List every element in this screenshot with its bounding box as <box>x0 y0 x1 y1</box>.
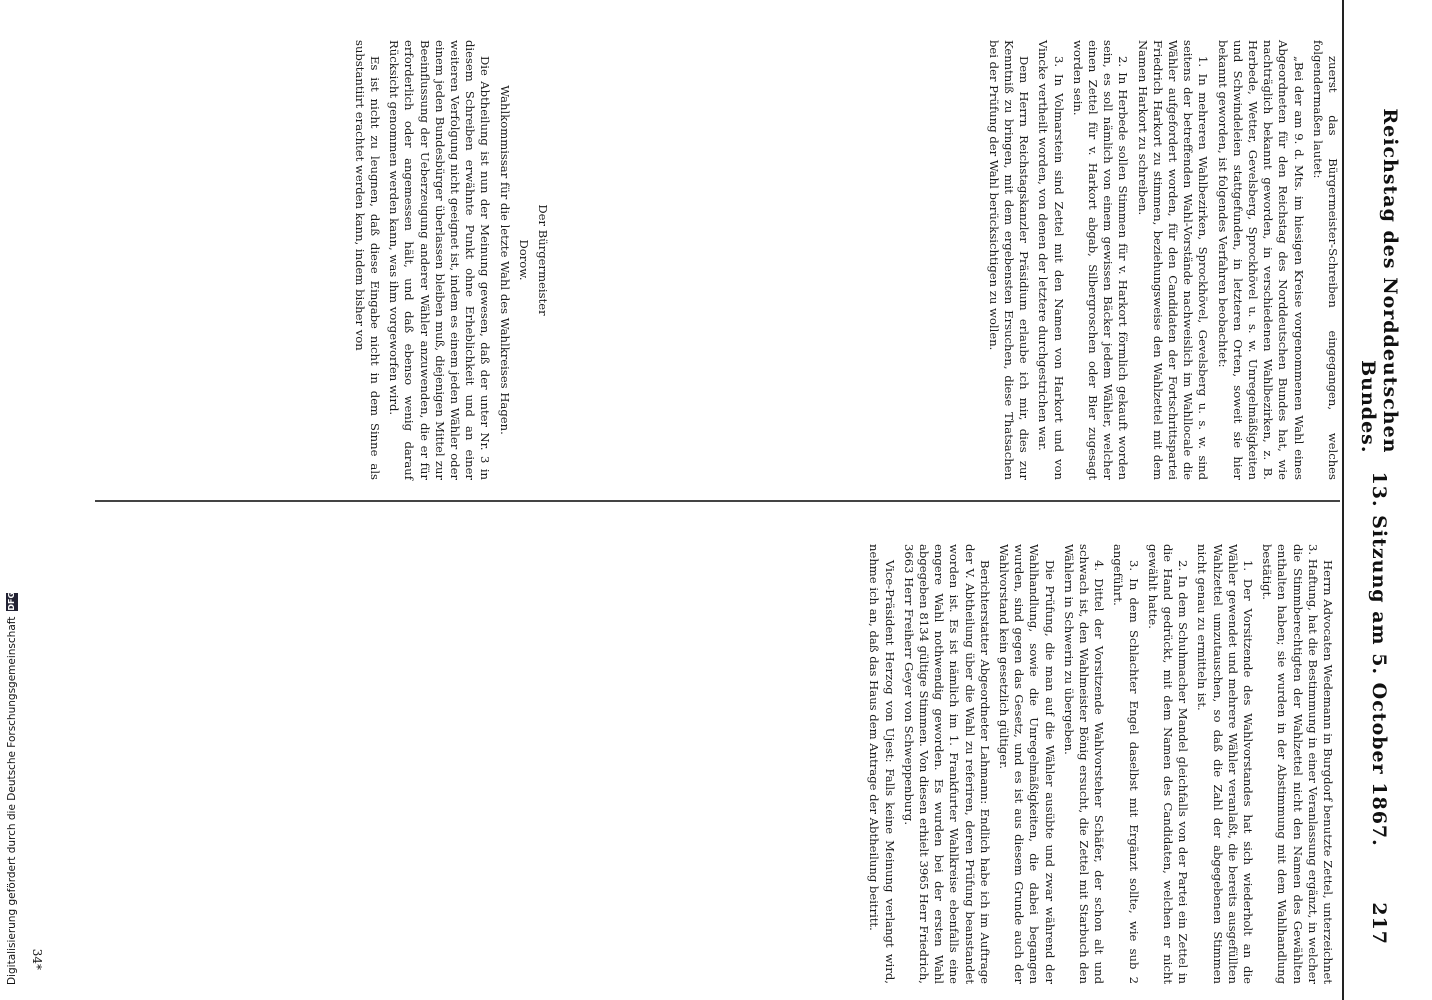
page-header <box>1357 40 1401 945</box>
paragraph: Herrn Advocaten Wedemann in Burgdorf benutzte Zettel, unterzeichnet 3. Haftung, hat die Bestimmung in einer Veranlassung ergänzt, in welcher die Stimmberechtigten der Wahlzettel nicht den Namen des Gewählten enthalten haben; sie wurden in der Abstimmung mit dem Wahlhandlung bestätigt. <box>1260 544 1335 984</box>
footer-credit <box>0 0 24 985</box>
credit-text: Digitalisierung gefördert durch die Deutsche Forschungsgemeinschaft <box>6 616 18 985</box>
signature-title: Der Bürgermeister <box>536 204 550 316</box>
signature-name: Dorow. <box>516 239 531 281</box>
paragraph: Die Prüfung, die man auf die Wähler ausübte und zwar während der Wahlhandlung, sowie die Unregelmäßigkeiten, die dabei begangen wurden, sind gegen das Gesetz, und es ist aus diesem Grunde auch der Wahlvorstand kein gesetzlich gültiger. <box>996 544 1057 984</box>
running-title-left: Reichstag des Norddeutschen Bundes. <box>1357 108 1401 454</box>
paragraph: 2. In Herbede sollen Stimmen für v. Harkort förmlich gekauft worden sein, es soll nämlich von einem gewissen Bäcker jedem Wähler, welcher einen Zettel für v. Harkort abgab, Silbergroschen oder Bier zugesagt worden sein. <box>1070 40 1131 480</box>
column-divider <box>95 500 1340 502</box>
paragraph: Dem Herrn Reichstagskanzler Präsidium erlaube ich mir, dies zur Kenntniß zu bringen, mit dem ergebensten Ersuchen, diese Thatsachen bei der Prüfung der Wahl berücksichtigen zu wollen. <box>986 40 1032 480</box>
paragraph: 3. In dem Schlachter Engel daselbst mit Ergänzt sollte, wie sub 2 angeführt. <box>1111 544 1141 984</box>
header-rule <box>1342 0 1344 1000</box>
paragraph: Vice-Präsident Herzog von Ujest: Falls keine Meinung verlangt wird, nehme ich an, daß das Haus dem Antrage der Abtheilung beitritt. <box>867 544 897 984</box>
running-title-right: 13. Sitzung am 5. October 1867. <box>1368 471 1390 847</box>
right-column-top <box>560 40 1340 480</box>
dfg-logo-icon: DFG <box>7 591 16 611</box>
paragraph: Berichterstatter Abgeordneter Lahmann: Endlich habe ich im Auftrage der V. Abtheilung über die Wahl zu referiren, deren Prüfung beanstandet worden ist. Es ist nämlich im 1. Frankfurter Wahlkreise ebenfalls eine engere Wahl nothwendig geworden. Es wurden bei der ersten Wahl abgegeben 8134 gültige Stimmen. Von diesen erhielt 3965 Herr Friedrich, 3663 Herr Freiherr Geyer von Schweppenburg. <box>901 544 992 984</box>
paragraph: 1. Der Vorsitzende des Wahlvorstandes hat sich wiederholt an die Wähler gewendet und mehrere Wähler veranlaßt, die bereits ausgefüllten Wahlzettel umzutauschen, so daß die Zahl der abgegebenen Stimmen nicht genau zu ermitteln ist. <box>1195 544 1255 984</box>
right-column-bottom <box>80 40 550 480</box>
paragraph: „Bei der am 9. d. Mts. im hiesigen Kreise vorgenommenen Wahl eines Abgeordneten für den Reichstag des Norddeutschen Bundes hat, wie nachträglich bekannt geworden, in verschiedenen Wahlbezirken, z. B. Herbede, Wetter, Gevelsberg, Sprockhövel u. s. w. Unregelmäßigkeiten und Schwindeleien stattgefunden, in letzteren Orten, soweit sie hier bekannt geworden, ist folgendes Verfahren beobachtet: <box>1215 40 1306 480</box>
catchword: 34* <box>30 948 44 970</box>
paragraph: 4. Dittel der Vorsitzende Wahlvorsteher Schäfer, der schon alt und schwach ist, den Wahlmeister Bönig ersucht, die Zettel mit Starbuch den Wählern in Schwerin zu übergeben. <box>1061 544 1107 984</box>
paragraph: zuerst das Bürgermeister-Schreiben eingegangen, welches folgendermaßen lautet: <box>1310 40 1340 480</box>
paragraph: 1. In mehreren Wahlbezirken, Sprockhövel, Gevelsberg u. s. w. sind seitens der betreffenden Wahl-Vorstände nachweislich im Wahllocale die Wähler aufgefordert worden, für den Candidaten der Fortschrittspartei Friedrich Harkort zu stimmen, beziehungsweise den Wahlzettel mit dem Namen Harkort zu schreiben. <box>1135 40 1211 480</box>
paragraph: 3. In Volmarstein sind Zettel mit den Namen von Harkort und von Vincke vertheilt worden, von denen der letztere durchgestrichen war. <box>1036 40 1066 480</box>
page-number: 217 <box>1368 902 1390 945</box>
paragraph: 2. In dem Schuhmacher Mandel gleichfalls von der Partei ein Zettel in die Hand gedrückt, mit dem Namen des Candidaten, welchen er nicht gewählt hatte. <box>1145 544 1191 984</box>
paragraph: Die Abtheilung ist nun der Meinung gewesen, daß der unter Nr. 3 in diesem Schreiben erwähnte Punkt ohne Erheblichkeit und an einer weiteren Verfolgung nicht geeignet ist, indem es einem jeden Wähler oder einem jeden Bundesbürger überlassen bleiben muß, diejenigen Mittel zur Beeinflussung der Ueberzeugung anderer Wähler anzuwenden, die er für erforderlich oder angemessen hält, und daß ebenso wenig darauf Rücksicht genommen werden kann, was ihm vorgeworfen wird. <box>387 40 493 480</box>
paragraph: Es ist nicht zu leugnen, daß diese Eingabe nicht in dem Sinne als substantiirt erachtet werden kann, indem bisher von <box>352 40 382 480</box>
signature-role: Wahlkommissar für die letzte Wahl des Wahlkreises Hagen. <box>497 85 512 435</box>
left-column <box>75 544 1335 984</box>
